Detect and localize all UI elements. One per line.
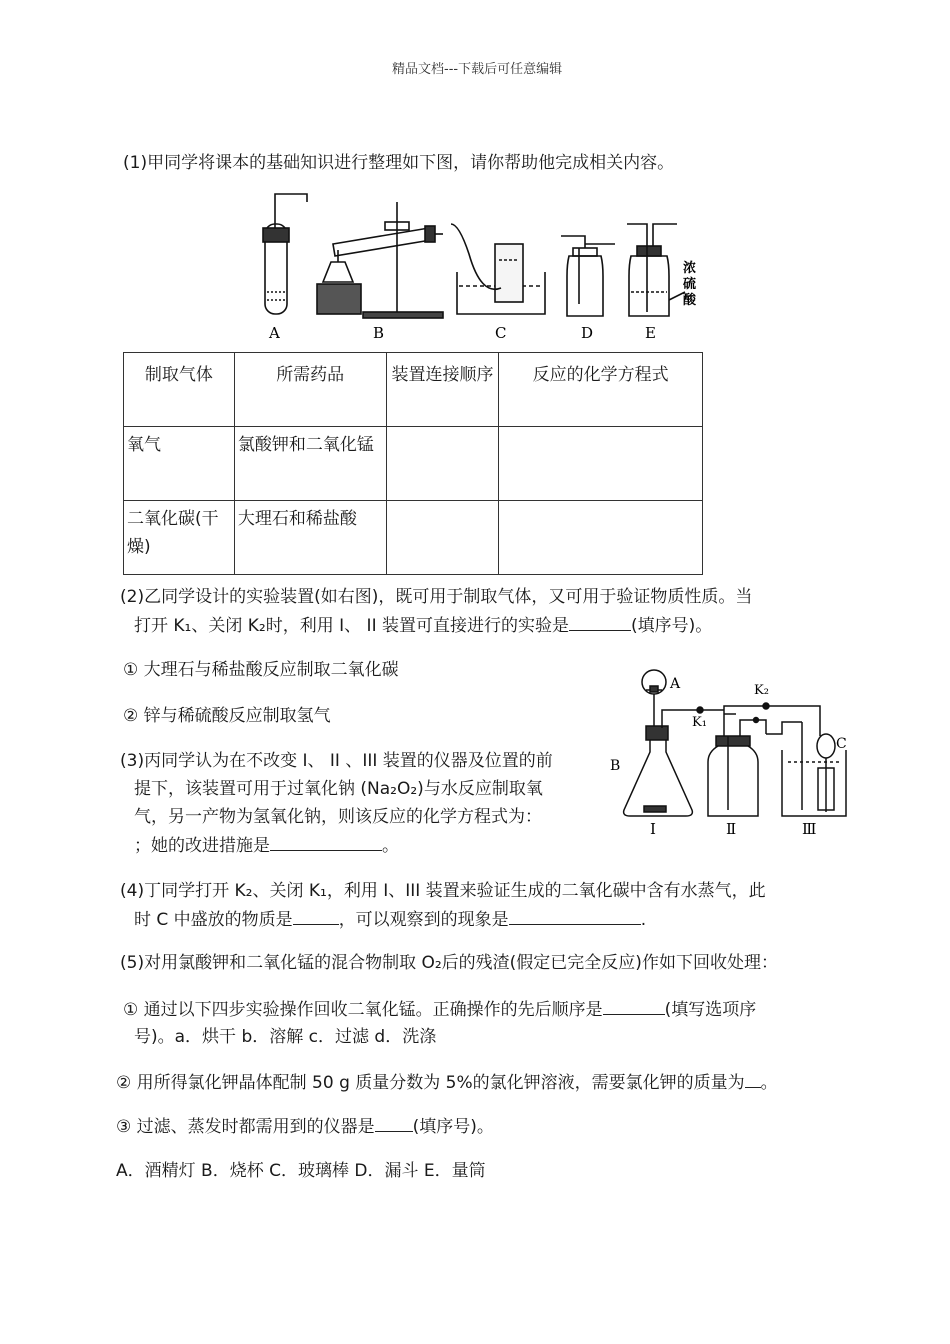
reagent-label-1: 浓 (683, 261, 697, 276)
label-II: Ⅱ (726, 820, 737, 838)
label-I: Ⅰ (650, 820, 656, 838)
table-header-row (124, 353, 703, 427)
apparatus-figure-1 (245, 184, 715, 344)
label-K2: K₂ (754, 683, 769, 698)
q5-choices: A．酒精灯 B．烧杯 C．玻璃棒 D．漏斗 E．量筒 (116, 1161, 486, 1181)
q3-line2: 提下，该装置可用于过氧化钠 (Na₂O₂)与水反应制取氧 (134, 779, 543, 799)
q3-answer-blank[interactable] (270, 832, 382, 851)
apparatus-a (263, 194, 307, 314)
label-d: D (581, 324, 594, 342)
q5-step1-text: ① 通过以下四步实验操作回收二氧化锰。正确操作的先后顺序是 (123, 1000, 603, 1020)
q4-line1: (4)丁同学打开 K₂、关闭 K₁，利用 I、III 装置来验证生成的二氧化碳中含有水蒸气，此 (120, 881, 766, 901)
experiment-table (123, 352, 703, 575)
q5-step2-text: ② 用所得氯化钾晶体配制 50 g 质量分数为 5%的氯化钾溶液，需要氯化钾的质量为 (116, 1073, 745, 1093)
q5-step1 (123, 996, 756, 1023)
q4-line2-suffix: . (640, 910, 647, 930)
q5-step3 (116, 1113, 494, 1140)
q2-line2-text: 打开 K₁、关闭 K₂时，利用 I、 II 装置可直接进行的实验是 (134, 616, 569, 636)
header-gas: 制取气体 (124, 353, 235, 427)
q3-line1: (3)丙同学认为在不改变 I、 II 、III 装置的仪器及位置的前 (120, 751, 553, 771)
label-K1: K₁ (692, 715, 707, 730)
q5-step1-suffix: (填写选项序 (664, 1000, 757, 1020)
header-reagents: 所需药品 (234, 353, 386, 427)
cell-equation[interactable] (499, 427, 703, 501)
cell-order[interactable] (386, 501, 499, 575)
q5-step1-blank[interactable] (603, 996, 665, 1015)
page-header: 精品文档---下载后可任意编辑 (392, 62, 563, 77)
table-row (124, 427, 703, 501)
header-order: 装置连接顺序 (386, 353, 499, 427)
q5-step1-options: 号)。a．烘干 b．溶解 c．过滤 d．洗涤 (134, 1027, 437, 1047)
q2-line2 (134, 612, 712, 639)
reagent-label-3: 酸 (683, 293, 697, 308)
apparatus-c (451, 224, 545, 314)
q1-intro: (1)甲同学将课本的基础知识进行整理如下图，请你帮助他完成相关内容。 (123, 153, 675, 173)
q3-line3: 气，另一产物为氢氧化钠，则该反应的化学方程式为： (134, 807, 542, 827)
header-equation: 反应的化学方程式 (499, 353, 703, 427)
label-A-funnel: A (670, 676, 681, 692)
label-a: A (269, 324, 280, 342)
q3-line4-text: ；她的改进措施是 (134, 836, 270, 856)
q5-intro: (5)对用氯酸钾和二氧化锰的混合物制取 O₂后的残渣(假定已完全反应)作如下回收处理： (120, 953, 778, 973)
label-III: Ⅲ (802, 820, 817, 838)
cell-equation[interactable] (499, 501, 703, 575)
label-b: B (373, 324, 385, 342)
q4-answer-blank-2[interactable] (509, 906, 641, 925)
q5-step3-blank[interactable] (375, 1113, 413, 1132)
cell-order[interactable] (386, 427, 499, 501)
label-e: E (645, 324, 656, 342)
table-row (124, 501, 703, 575)
q5-step2-suffix: 。 (760, 1073, 778, 1093)
label-c: C (495, 324, 507, 342)
q2-line2-suffix: (填序号)。 (631, 616, 713, 636)
cell-reagents: 大理石和稀盐酸 (234, 501, 386, 575)
reagent-label-2: 硫 (683, 277, 697, 292)
apparatus-e (627, 224, 685, 316)
q4-answer-blank-1[interactable] (293, 906, 339, 925)
label-B-flask: B (610, 758, 621, 774)
q2-line1: (2)乙同学设计的实验装置(如右图)，既可用于制取气体，又可用于验证物质性质。当 (120, 587, 753, 607)
q3-line4-suffix: 。 (382, 836, 399, 856)
q4-line2-text: 时 C 中盛放的物质是 (134, 910, 293, 930)
apparatus-d (561, 236, 615, 316)
q5-step3-suffix: (填序号)。 (412, 1117, 494, 1137)
apparatus-figure-2 (606, 660, 856, 840)
q5-step3-text: ③ 过滤、蒸发时都需用到的仪器是 (116, 1117, 375, 1137)
label-C-tube: C (836, 736, 847, 752)
q2-option-2: ② 锌与稀硫酸反应制取氢气 (123, 706, 331, 726)
cell-reagents: 氯酸钾和二氧化锰 (234, 427, 386, 501)
q5-step2 (116, 1069, 778, 1096)
q2-answer-blank[interactable] (569, 612, 631, 631)
q5-step2-blank[interactable] (745, 1069, 761, 1088)
q2-option-1: ① 大理石与稀盐酸反应制取二氧化碳 (123, 660, 399, 680)
cell-gas: 氧气 (124, 427, 235, 501)
q4-line2-mid: ，可以观察到的现象是 (338, 910, 509, 930)
q4-line2 (134, 906, 646, 933)
cell-gas: 二氧化碳(干燥) (124, 501, 235, 575)
apparatus-b (317, 202, 443, 318)
q3-line4 (134, 832, 399, 859)
